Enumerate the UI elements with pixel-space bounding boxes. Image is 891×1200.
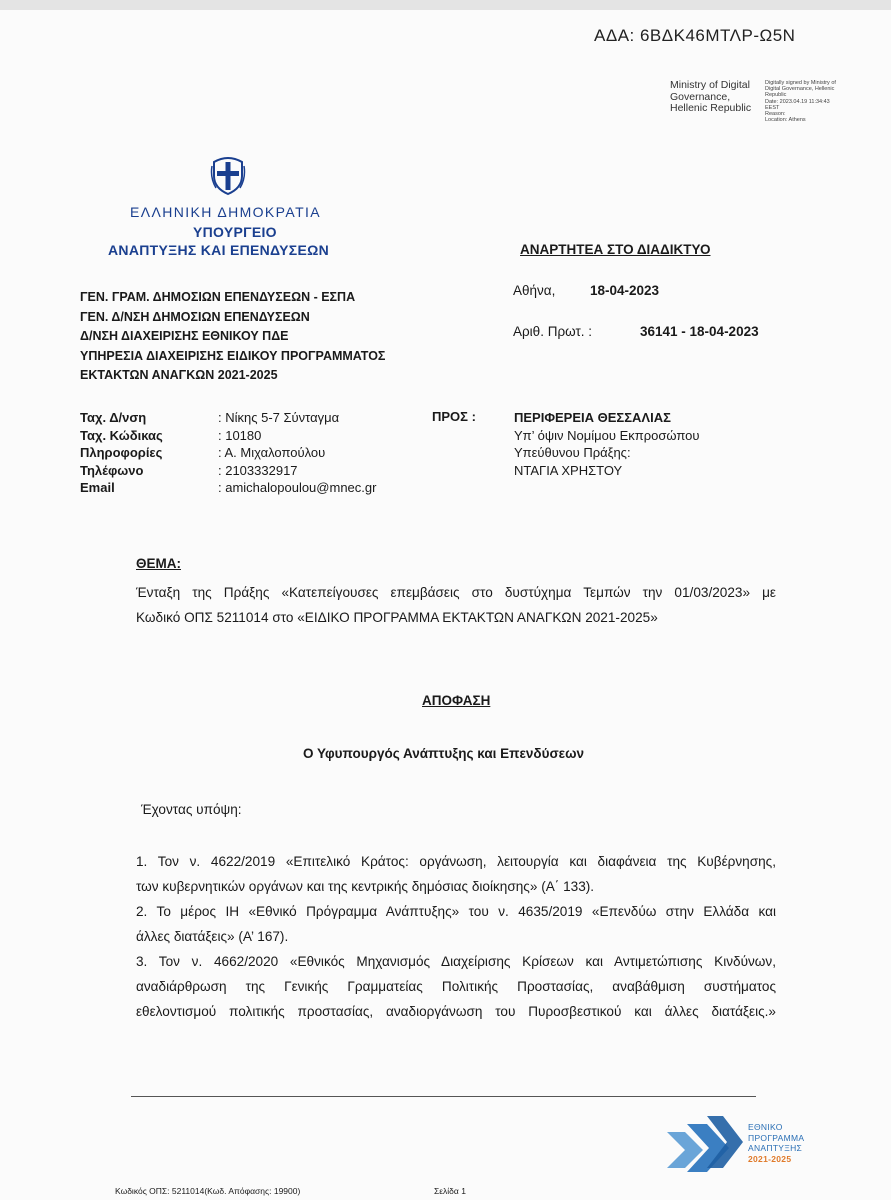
signature-organization: Ministry of Digital Governance, Hellenic Republic <box>670 79 752 114</box>
subject-text: Ένταξη της Πράξης «Κατεπείγουσες επεμβάσεις στο δυστύχημα Τεμπών την 01/03/2023» με Κωδικό ΟΠΣ 5211014 στο «ΕΙΔΙΚΟ ΠΡΟΓΡΑΜΜΑ ΕΚΤΑΚΤΩΝ ΑΝΑΓΚΩΝ 2021-2025» <box>136 585 776 625</box>
subject-heading: ΘΕΜΑ: <box>136 556 181 571</box>
signature-details: Digitally signed by Ministry of Digital Governance, Hellenic Republic Date: 2023.04.19 11:34:43 EEST Reason: Location: Athens <box>765 80 836 124</box>
national-development-program-logo-icon <box>665 1112 745 1187</box>
email-value: : amichalopoulou@mnec.gr <box>218 480 377 495</box>
sender-departments: ΓΕΝ. ΓΡΑΜ. ΔΗΜΟΣΙΩΝ ΕΠΕΝΔΥΣΕΩΝ - ΕΣΠΑ ΓΕΝ. Δ/ΝΣΗ ΔΗΜΟΣΙΩΝ ΕΠΕΝΔΥΣΕΩΝ Δ/ΝΣΗ ΔΙΑΧΕΙΡΙΣΗΣ ΕΘΝΙΚΟΥ ΠΔΕ ΥΠΗΡΕΣΙΑ ΔΙΑΧΕΙΡΙΣΗΣ ΕΙΔΙΚΟΥ ΠΡΟΓΡΑΜΜΑΤΟΣ ΕΚΤΑΚΤΩΝ ΑΝΑΓΚΩΝ 2021-2025 <box>80 290 386 382</box>
greek-coat-of-arms-icon <box>210 152 246 201</box>
republic-name: ΕΛΛΗΝΙΚΗ ΔΗΜΟΚΡΑΤΙΑ <box>130 204 322 220</box>
decision-heading: ΑΠΟΦΑΣΗ <box>422 693 491 708</box>
consideration-item: 1. Τον ν. 4622/2019 «Επιτελικό Κράτος: οργάνωση, λειτουργία και διαφάνεια της Κυβέρνησης, των κυβερνητικών οργάνων και της κεντρικής δημόσιας διοίκησης» (Α΄ 133). <box>136 854 776 894</box>
program-logo-text: ΕΘΝΙΚΟ ΠΡΟΓΡΑΜΜΑ ΑΝΑΠΤΥΞΗΣ 2021-2025 <box>748 1122 805 1164</box>
having-regard-label: Έχοντας υπόψη: <box>141 802 242 817</box>
footer-code: Κωδικός ΟΠΣ: 5211014(Κωδ. Απόφασης: 19900) <box>115 1186 301 1196</box>
protocol-number: 36141 - 18-04-2023 <box>640 324 759 339</box>
contact-values: : Νίκης 5-7 Σύνταγμα : 10180 : Α. Μιχαλοπούλου : 2103332917 : amichalopoulou@mnec.gr <box>218 410 377 495</box>
ministry-name-line1: ΥΠΟΥΡΓΕΙΟ <box>193 224 277 240</box>
top-bar <box>0 0 891 10</box>
city-label: Αθήνα, <box>513 283 556 298</box>
ada-code: ΑΔΑ: 6ΒΔΚ46ΜΤΛΡ-Ω5Ν <box>594 26 796 45</box>
recipient-block: ΠΕΡΙΦΕΡΕΙΑ ΘΕΣΣΑΛΙΑΣ Υπ’ όψιν Νομίμου Εκπροσώπου Υπεύθυνου Πράξης: ΝΤΑΓΙΑ ΧΡΗΣΤΟΥ <box>514 410 700 478</box>
consideration-item: 2. Το μέρος ΙΗ «Εθνικό Πρόγραμμα Ανάπτυξης» του ν. 4635/2019 «Επενδύω στην Ελλάδα και άλλες διατάξεις» (Α’ 167). <box>136 904 776 944</box>
post-online-notice: ΑΝΑΡΤΗΤΕΑ ΣΤΟ ΔΙΑΔΙΚΤΥΟ <box>520 242 711 257</box>
considerations-list <box>136 849 776 1024</box>
recipient-label: ΠΡΟΣ : <box>432 409 476 424</box>
contact-labels: Ταχ. Δ/νση Ταχ. Κώδικας Πληροφορίες Τηλέφωνο Email <box>80 410 163 495</box>
protocol-label: Αριθ. Πρωτ. : <box>513 324 593 339</box>
document-date: 18-04-2023 <box>590 283 660 298</box>
footer-divider <box>131 1096 756 1097</box>
consideration-item: 3. Τον ν. 4662/2020 «Εθνικός Μηχανισμός Διαχείρισης Κρίσεων και Αντιμετώπισης Κινδύνων, αναδιάρθρωση της Γενικής Γραμματείας Πολιτικής Προστασίας, αναβάθμιση συστήματος εθελοντισμού πολιτικής προστασίας, αναδιοργάνωση του Πυροσβεστικού και άλλες διατάξεις.» <box>136 954 776 1019</box>
deputy-minister-title: Ο Υφυπουργός Ανάπτυξης και Επενδύσεων <box>303 746 585 761</box>
ministry-name-line2: ΑΝΑΠΤΥΞΗΣ ΚΑΙ ΕΠΕΝΔΥΣΕΩΝ <box>108 242 330 258</box>
page-number: Σελίδα 1 <box>434 1186 466 1196</box>
